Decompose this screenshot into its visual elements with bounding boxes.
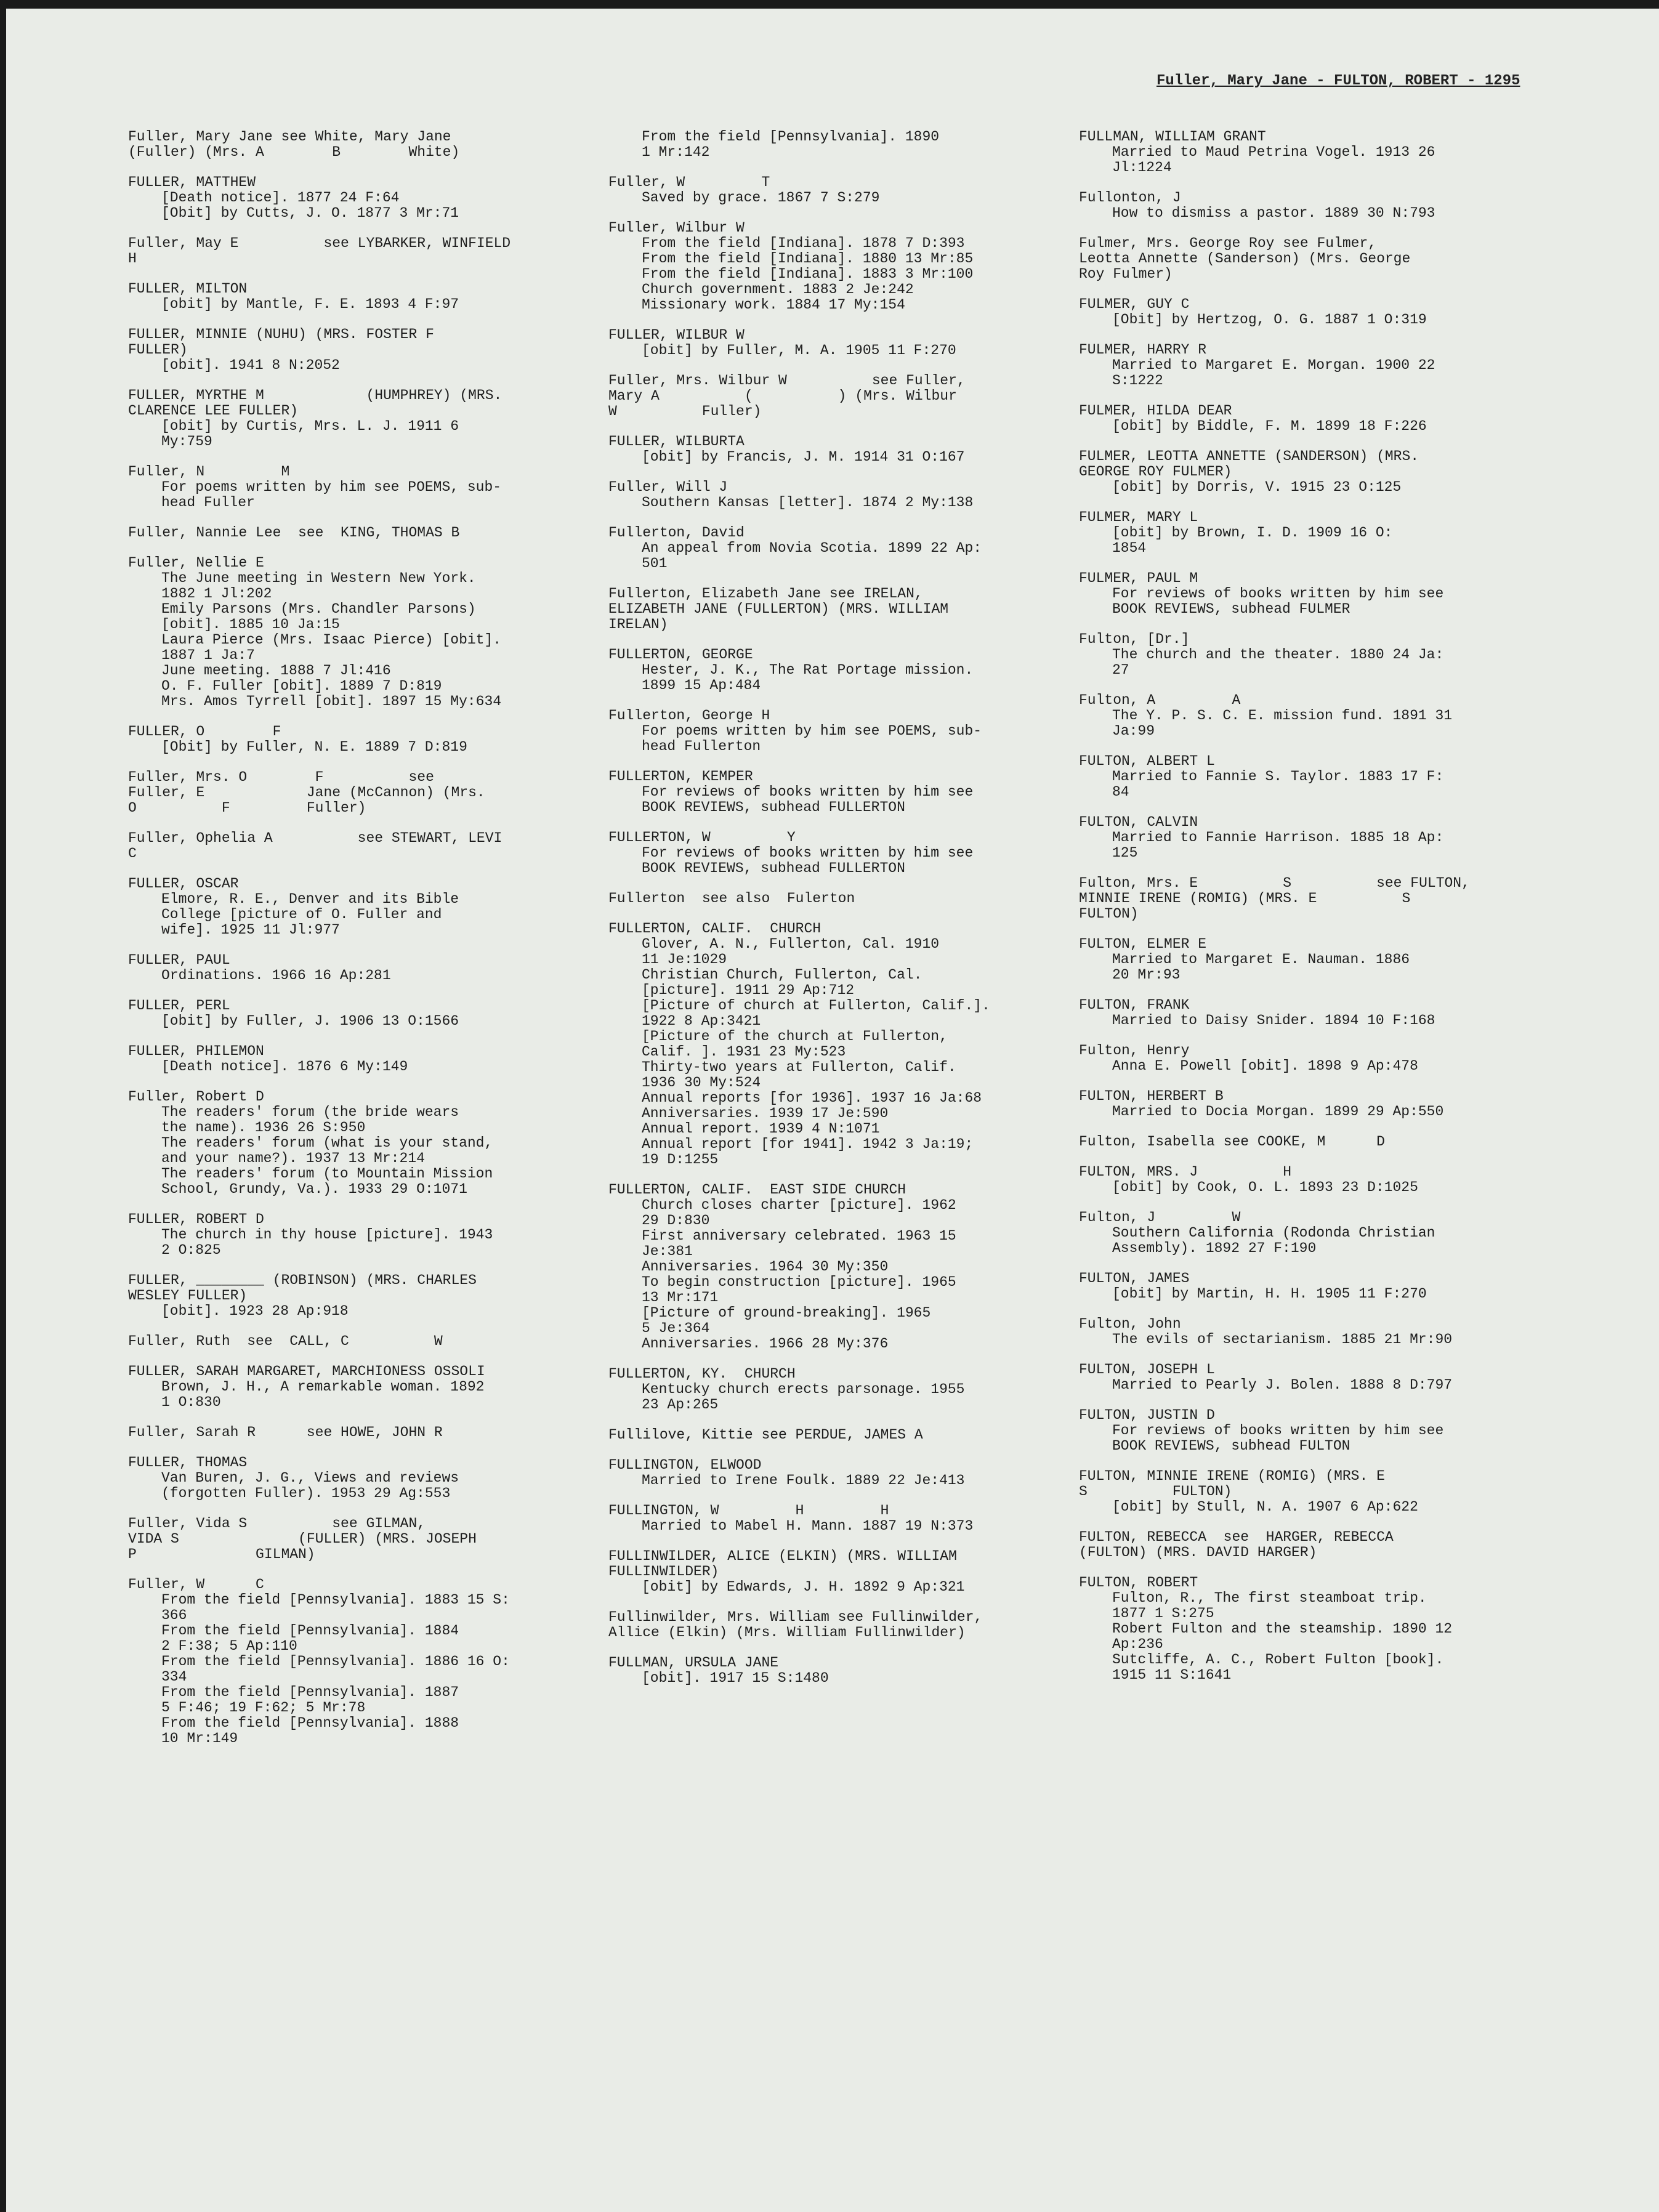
index-entry <box>608 1503 1095 1534</box>
index-entry <box>608 1610 1095 1641</box>
entry-citation: From the field [Pennsylvania]. 1883 15 S: 366 <box>161 1592 510 1623</box>
entry-heading: FULLINGTON, ELWOOD <box>608 1457 762 1473</box>
entry-heading: Fulton, Mrs. E S see FULTON, MINNIE IRENE (ROMIG) (MRS. E S FULTON) <box>1079 875 1470 922</box>
index-entry <box>608 175 1095 206</box>
entry-heading: FULLERTON, GEORGE <box>608 647 753 663</box>
index-entry <box>128 770 615 816</box>
entry-citation: [obit] by Stull, N. A. 1907 6 Ap:622 <box>1112 1499 1418 1515</box>
entry-citation: [Obit] by Hertzog, O. G. 1887 1 O:319 <box>1112 312 1427 328</box>
entry-heading: FULLINWILDER, ALICE (ELKIN) (MRS. WILLIAM FULLINWILDER) <box>608 1548 957 1580</box>
entry-heading: Fuller, May E see LYBARKER, WINFIELD H <box>128 235 511 267</box>
index-entry <box>608 891 1095 906</box>
entry-heading: FULLERTON, CALIF. EAST SIDE CHURCH <box>608 1182 906 1198</box>
entry-heading: FULLER, SARAH MARGARET, MARCHIONESS OSSOLI <box>128 1363 485 1379</box>
index-entry <box>608 328 1095 358</box>
index-entry <box>128 1425 615 1440</box>
entry-heading: FULLER, OSCAR <box>128 876 239 892</box>
index-entry <box>1079 754 1565 800</box>
entry-citation: Christian Church, Fullerton, Cal. [picture]. 1911 29 Ap:712 <box>642 967 922 998</box>
index-entry <box>128 464 615 511</box>
entry-citation: [Death notice]. 1876 6 My:149 <box>161 1059 408 1075</box>
index-entry <box>128 1044 615 1075</box>
entry-citation: [obit] by Fuller, J. 1906 13 O:1566 <box>161 1013 459 1029</box>
entry-citation: First anniversary celebrated. 1963 15 Je:381 <box>642 1228 956 1259</box>
entry-heading: Fuller, Ruth see CALL, C W <box>128 1333 443 1349</box>
index-entry <box>128 1212 615 1258</box>
entry-heading: FULLMAN, WILLIAM GRANT <box>1079 129 1266 145</box>
index-entry <box>128 998 615 1029</box>
entry-heading: FULLER, MINNIE (NUHU) (MRS. FOSTER F FULLER) <box>128 326 434 358</box>
index-entry <box>128 953 615 983</box>
entry-heading: Fulton, A A <box>1079 692 1241 708</box>
entry-heading: FULLERTON, KEMPER <box>608 769 753 785</box>
entry-heading: Fullerton see also Fulerton <box>608 890 855 906</box>
entry-citation: [Picture of church at Fullerton, Calif.]. 1922 8 Ap:3421 <box>642 998 990 1029</box>
index-entry <box>128 831 615 862</box>
entry-heading: Fuller, W T <box>608 174 770 190</box>
entry-citation: The church in thy house [picture]. 1943 2 O:825 <box>161 1227 493 1258</box>
index-entry <box>1079 297 1565 328</box>
column-1 <box>128 129 615 1761</box>
entry-heading: FULLER, O F <box>128 724 281 740</box>
entry-citation: The Y. P. S. C. E. mission fund. 1891 31 Ja:99 <box>1112 708 1453 739</box>
entry-heading: Fullonton, J <box>1079 190 1181 206</box>
entry-heading: FULTON, ALBERT L <box>1079 753 1215 769</box>
entry-citation: From the field [Indiana]. 1880 13 Mr:85 <box>642 251 974 267</box>
index-entry <box>1079 1271 1565 1302</box>
entry-citation: [obit] by Fuller, M. A. 1905 11 F:270 <box>642 342 956 358</box>
entry-heading: Fuller, Nannie Lee see KING, THOMAS B <box>128 525 460 541</box>
entry-citation: [obit]. 1941 8 N:2052 <box>161 357 340 373</box>
index-entry <box>1079 1469 1565 1515</box>
entry-citation: Thirty-two years at Fullerton, Calif. 1936 30 My:524 <box>642 1059 956 1091</box>
entry-citation: For reviews of books written by him see BOOK REVIEWS, subhead FULTON <box>1112 1423 1444 1454</box>
entry-heading: Fullerton, David <box>608 525 745 541</box>
index-entry <box>128 724 615 755</box>
index-entry <box>1079 1210 1565 1256</box>
entry-heading: Fulton, Henry <box>1079 1043 1190 1059</box>
entry-heading: FULTON, MINNIE IRENE (ROMIG) (MRS. E S FULTON) <box>1079 1468 1385 1500</box>
entry-citation: [obit] by Cook, O. L. 1893 23 D:1025 <box>1112 1179 1418 1195</box>
entry-heading: FULLER, WILBURTA <box>608 434 745 450</box>
entry-citation: [Picture of ground-breaking]. 1965 5 Je:364 <box>642 1305 931 1336</box>
entry-heading: Fullilove, Kittie see PERDUE, JAMES A <box>608 1427 923 1443</box>
entry-heading: FULLER, THOMAS <box>128 1455 248 1471</box>
entry-heading: FULLINGTON, W H H <box>608 1503 889 1519</box>
entry-citation: Married to Fannie Harrison. 1885 18 Ap: 125 <box>1112 830 1444 861</box>
index-entry <box>1079 1317 1565 1347</box>
index-entry <box>128 129 615 160</box>
entry-citation: [obit] by Francis, J. M. 1914 31 O:167 <box>642 449 965 465</box>
entry-heading: FULTON, JUSTIN D <box>1079 1407 1215 1423</box>
index-entry <box>128 1089 615 1197</box>
entry-heading: FULLERTON, CALIF. CHURCH <box>608 921 821 937</box>
index-entry <box>1079 1134 1565 1150</box>
entry-citation: [obit]. 1917 15 S:1480 <box>642 1670 829 1686</box>
index-entry <box>1079 937 1565 983</box>
entry-citation: Elmore, R. E., Denver and its Bible College [picture of O. Fuller and wife]. 1925 11 Jl:977 <box>161 891 459 938</box>
entry-citation: For poems written by him see POEMS, sub- head Fuller <box>161 479 502 511</box>
entry-heading: FULTON, JAMES <box>1079 1270 1190 1286</box>
entry-citation: For reviews of books written by him see BOOK REVIEWS, subhead FULLERTON <box>642 784 974 815</box>
entry-citation: [obit] by Edwards, J. H. 1892 9 Ap:321 <box>642 1579 965 1595</box>
entry-heading: FULLER, WILBUR W <box>608 327 745 343</box>
entry-citation: Emily Parsons (Mrs. Chandler Parsons) [obit]. 1885 10 Ja:15 <box>161 601 476 632</box>
entry-citation: An appeal from Novia Scotia. 1899 22 Ap: 501 <box>642 540 982 571</box>
entry-heading: FULLER, PAUL <box>128 952 230 968</box>
entry-citation: Married to Margaret E. Nauman. 1886 20 Mr:93 <box>1112 951 1410 983</box>
index-entry <box>1079 129 1565 176</box>
entry-citation: Married to Mabel H. Mann. 1887 19 N:373 <box>642 1518 974 1534</box>
index-entry <box>128 236 615 267</box>
entry-heading: Fuller, Vida S see GILMAN, VIDA S (FULLER) (MRS. JOSEPH P GILMAN) <box>128 1516 477 1562</box>
entry-citation: Anniversaries. 1964 30 My:350 <box>642 1259 889 1275</box>
index-entry <box>128 327 615 373</box>
index-entry <box>128 388 615 450</box>
entry-citation: Missionary work. 1884 17 My:154 <box>642 297 905 313</box>
entry-heading: FULTON, ROBERT <box>1079 1575 1198 1591</box>
entry-citation: The readers' forum (the bride wears the name). 1936 26 S:950 <box>161 1104 459 1136</box>
index-entry <box>608 434 1095 465</box>
entry-heading: Fuller, Wilbur W <box>608 220 745 236</box>
entry-citation: Annual reports [for 1936]. 1937 16 Ja:68 <box>642 1090 982 1106</box>
index-entry <box>1079 510 1565 556</box>
entry-citation: [obit]. 1923 28 Ap:918 <box>161 1303 349 1319</box>
entry-heading: Fuller, Sarah R see HOWE, JOHN R <box>128 1424 443 1440</box>
entry-citation: Kentucky church erects parsonage. 1955 23 Ap:265 <box>642 1381 965 1413</box>
entry-citation: Ordinations. 1966 16 Ap:281 <box>161 967 391 983</box>
entry-heading: FULLERTON, KY. CHURCH <box>608 1366 796 1382</box>
entry-heading: FULMER, HILDA DEAR <box>1079 403 1232 419</box>
index-entry <box>1079 1362 1565 1393</box>
entry-citation: [Death notice]. 1877 24 F:64 <box>161 190 400 206</box>
entry-citation: [obit] by Biddle, F. M. 1899 18 F:226 <box>1112 418 1427 434</box>
index-entry <box>608 373 1095 419</box>
entry-heading: FULTON, JOSEPH L <box>1079 1362 1215 1378</box>
entry-heading: Fulton, Isabella see COOKE, M D <box>1079 1134 1385 1150</box>
entry-citation: Married to Docia Morgan. 1899 29 Ap:550 <box>1112 1104 1444 1120</box>
entry-citation: Anna E. Powell [obit]. 1898 9 Ap:478 <box>1112 1058 1418 1074</box>
entry-heading: FULTON, HERBERT B <box>1079 1088 1224 1104</box>
entry-citation: Mrs. Amos Tyrrell [obit]. 1897 15 My:634 <box>161 693 502 709</box>
entry-citation: Anniversaries. 1939 17 Je:590 <box>642 1105 889 1121</box>
index-entry <box>608 830 1095 876</box>
index-entry <box>608 129 1095 160</box>
index-entry <box>608 525 1095 571</box>
entry-citation: Sutcliffe, A. C., Robert Fulton [book]. 1915 11 S:1641 <box>1112 1652 1444 1683</box>
entry-citation: [obit] by Curtis, Mrs. L. J. 1911 6 My:759 <box>161 418 459 450</box>
entry-citation: To begin construction [picture]. 1965 13 Mr:171 <box>642 1274 956 1306</box>
entry-heading: Fuller, Mary Jane see White, Mary Jane (Fuller) (Mrs. A B White) <box>128 129 460 160</box>
index-entry <box>128 876 615 938</box>
entry-citation: [obit] by Mantle, F. E. 1893 4 F:97 <box>161 296 459 312</box>
entry-citation: The church and the theater. 1880 24 Ja: 27 <box>1112 647 1444 678</box>
entry-heading: Fullerton, George H <box>608 708 770 724</box>
entry-citation: From the field [Pennsylvania]. 1887 5 F:46; 19 F:62; 5 Mr:78 <box>161 1684 459 1716</box>
entry-heading: FULLER, PERL <box>128 998 230 1014</box>
entry-citation: Southern Kansas [letter]. 1874 2 My:138 <box>642 494 974 511</box>
index-entry <box>1079 1089 1565 1120</box>
index-page <box>6 9 1659 2212</box>
entry-citation: From the field [Pennsylvania]. 1886 16 O: 334 <box>161 1653 510 1685</box>
index-entry <box>608 708 1095 754</box>
entry-heading: FULMER, MARY L <box>1079 509 1198 525</box>
column-3 <box>1079 129 1565 1698</box>
index-entry <box>1079 403 1565 434</box>
entry-citation: The readers' forum (what is your stand, and your name?). 1937 13 Mr:214 <box>161 1135 493 1166</box>
entry-heading: Fullerton, Elizabeth Jane see IRELAN, ELIZABETH JANE (FULLERTON) (MRS. WILLIAM IRELAN) <box>608 586 949 632</box>
entry-heading: Fullinwilder, Mrs. William see Fullinwilder, Allice (Elkin) (Mrs. William Fullinwilder) <box>608 1609 983 1641</box>
entry-citation: Glover, A. N., Fullerton, Cal. 1910 11 Je:1029 <box>642 936 940 967</box>
index-entry <box>1079 571 1565 617</box>
index-entry <box>128 281 615 312</box>
index-entry <box>128 525 615 541</box>
index-entry <box>608 769 1095 815</box>
index-entry <box>1079 1530 1565 1560</box>
entry-citation: Anniversaries. 1966 28 My:376 <box>642 1336 889 1352</box>
entry-heading: Fulton, [Dr.] <box>1079 631 1190 647</box>
index-entry <box>128 1334 615 1349</box>
index-entry <box>608 220 1095 313</box>
entry-citation: Van Buren, J. G., Views and reviews (forgotten Fuller). 1953 29 Ag:553 <box>161 1470 459 1501</box>
index-entry <box>608 1427 1095 1443</box>
entry-citation: [Obit] by Cutts, J. O. 1877 3 Mr:71 <box>161 205 459 221</box>
entry-citation: O. F. Fuller [obit]. 1889 7 D:819 <box>161 678 442 694</box>
entry-citation: [obit] by Martin, H. H. 1905 11 F:270 <box>1112 1286 1427 1302</box>
index-entry <box>608 586 1095 632</box>
index-entry <box>608 1366 1095 1413</box>
entry-citation: For poems written by him see POEMS, sub- head Fullerton <box>642 723 982 754</box>
entry-heading: FULLMAN, URSULA JANE <box>608 1655 779 1671</box>
index-entry <box>608 1655 1095 1686</box>
entry-heading: Fulton, John <box>1079 1316 1181 1332</box>
entry-citation: [Picture of the church at Fullerton, Calif. ]. 1931 23 My:523 <box>642 1028 948 1060</box>
entry-heading: Fuller, Will J <box>608 479 728 495</box>
index-entry <box>1079 1165 1565 1195</box>
entry-citation: [obit] by Dorris, V. 1915 23 O:125 <box>1112 479 1402 495</box>
entry-citation: For reviews of books written by him see BOOK REVIEWS, subhead FULLERTON <box>642 845 974 876</box>
entry-citation: The evils of sectarianism. 1885 21 Mr:90 <box>1112 1331 1453 1347</box>
entry-citation: The June meeting in Western New York. 1882 1 Jl:202 <box>161 570 476 602</box>
index-entry <box>608 921 1095 1168</box>
entry-heading: FULLER, PHILEMON <box>128 1043 264 1059</box>
entry-citation: June meeting. 1888 7 Jl:416 <box>161 663 391 679</box>
running-header: Fuller, Mary Jane - FULTON, ROBERT - 1295 <box>1156 73 1520 89</box>
index-entry <box>608 647 1095 693</box>
entry-heading: FULMER, PAUL M <box>1079 570 1198 586</box>
entry-citation: Married to Fannie S. Taylor. 1883 17 F: 84 <box>1112 769 1444 800</box>
index-entry <box>608 1458 1095 1488</box>
entry-heading: FULLER, ________ (ROBINSON) (MRS. CHARLES WESLEY FULLER) <box>128 1272 477 1304</box>
entry-heading: Fuller, W C <box>128 1576 264 1592</box>
index-entry <box>1079 190 1565 221</box>
index-entry <box>128 555 615 709</box>
entry-citation: How to dismiss a pastor. 1889 30 N:793 <box>1112 205 1435 221</box>
index-entry <box>1079 693 1565 739</box>
entry-citation: Annual report [for 1941]. 1942 3 Ja:19; 19 D:1255 <box>642 1136 974 1168</box>
entry-heading: FULLER, MILTON <box>128 281 248 297</box>
entry-citation: Laura Pierce (Mrs. Isaac Pierce) [obit]. 1887 1 Ja:7 <box>161 632 502 663</box>
entry-heading: Fuller, Nellie E <box>128 555 264 571</box>
entry-citation: Brown, J. H., A remarkable woman. 1892 1 O:830 <box>161 1379 485 1410</box>
index-entry <box>128 1516 615 1562</box>
entry-citation: From the field [Pennsylvania]. 1884 2 F:38; 5 Ap:110 <box>161 1623 459 1654</box>
entry-heading: FULTON, FRANK <box>1079 997 1190 1013</box>
index-entry <box>128 175 615 221</box>
entry-citation: Married to Margaret E. Morgan. 1900 22 S:1222 <box>1112 357 1435 389</box>
index-entry <box>1079 236 1565 282</box>
entry-heading: Fuller, Robert D <box>128 1089 264 1105</box>
entry-citation: Saved by grace. 1867 7 S:279 <box>642 190 880 206</box>
index-entry <box>1079 1408 1565 1454</box>
index-entry <box>128 1577 615 1746</box>
entry-citation: [Obit] by Fuller, N. E. 1889 7 D:819 <box>161 739 467 755</box>
entry-heading: FULLER, MYRTHE M (HUMPHREY) (MRS. CLARENCE LEE FULLER) <box>128 387 503 419</box>
entry-citation: Southern California (Rodonda Christian Assembly). 1892 27 F:190 <box>1112 1225 1435 1256</box>
index-entry <box>128 1364 615 1410</box>
entry-heading: Fuller, Ophelia A see STEWART, LEVI C <box>128 830 503 862</box>
index-entry <box>1079 449 1565 495</box>
index-entry <box>128 1273 615 1319</box>
entry-heading: FULMER, HARRY R <box>1079 342 1207 358</box>
entry-heading: FULLER, MATTHEW <box>128 174 256 190</box>
index-entry <box>1079 815 1565 861</box>
entry-heading: FULMER, GUY C <box>1079 296 1190 312</box>
entry-heading: FULTON, MRS. J H <box>1079 1164 1292 1180</box>
index-entry <box>608 480 1095 511</box>
entry-citation: From the field [Pennsylvania]. 1890 1 Mr:142 <box>642 129 940 160</box>
index-entry <box>1079 632 1565 678</box>
column-2 <box>608 129 1095 1701</box>
entry-heading: FULTON, CALVIN <box>1079 814 1198 830</box>
index-entry <box>608 1549 1095 1595</box>
entry-citation: For reviews of books written by him see BOOK REVIEWS, subhead FULMER <box>1112 586 1444 617</box>
entry-citation: Church closes charter [picture]. 1962 29 D:830 <box>642 1197 956 1229</box>
entry-citation: Married to Irene Foulk. 1889 22 Je:413 <box>642 1472 965 1488</box>
entry-heading: Fuller, N M <box>128 464 290 480</box>
entry-citation: From the field [Indiana]. 1883 3 Mr:100 <box>642 266 974 282</box>
entry-heading: FULTON, REBECCA see HARGER, REBECCA (FULTON) (MRS. DAVID HARGER) <box>1079 1529 1394 1560</box>
entry-heading: Fulton, J W <box>1079 1209 1241 1225</box>
entry-heading: FULLER, ROBERT D <box>128 1211 264 1227</box>
entry-heading: Fuller, Mrs. O F see Fuller, E Jane (McCannon) (Mrs. O F Fuller) <box>128 769 485 816</box>
entry-heading: FULLERTON, W Y <box>608 830 796 846</box>
index-entry <box>608 1182 1095 1352</box>
entry-heading: Fuller, Mrs. Wilbur W see Fuller, Mary A ( ) (Mrs. Wilbur W Fuller) <box>608 373 966 419</box>
entry-citation: Married to Daisy Snider. 1894 10 F:168 <box>1112 1012 1435 1028</box>
entry-heading: Fulmer, Mrs. George Roy see Fulmer, Leotta Annette (Sanderson) (Mrs. George Roy Fulmer) <box>1079 235 1411 282</box>
index-entry <box>128 1455 615 1501</box>
entry-heading: FULMER, LEOTTA ANNETTE (SANDERSON) (MRS. GEORGE ROY FULMER) <box>1079 448 1419 480</box>
entry-citation: Annual report. 1939 4 N:1071 <box>642 1121 880 1137</box>
index-entry <box>1079 342 1565 389</box>
entry-heading: FULTON, ELMER E <box>1079 936 1207 952</box>
entry-citation: Fulton, R., The first steamboat trip. 1877 1 S:275 <box>1112 1590 1427 1621</box>
index-entry <box>1079 1043 1565 1074</box>
entry-citation: Married to Pearly J. Bolen. 1888 8 D:797 <box>1112 1377 1453 1393</box>
entry-citation: From the field [Indiana]. 1878 7 D:393 <box>642 235 965 251</box>
entry-citation: Robert Fulton and the steamship. 1890 12 Ap:236 <box>1112 1621 1453 1652</box>
entry-citation: Married to Maud Petrina Vogel. 1913 26 Jl:1224 <box>1112 144 1435 176</box>
index-entry <box>1079 1575 1565 1683</box>
index-entry <box>1079 998 1565 1028</box>
entry-citation: Church government. 1883 2 Je:242 <box>642 281 914 297</box>
entry-citation: [obit] by Brown, I. D. 1909 16 O: 1854 <box>1112 525 1393 556</box>
entry-citation: From the field [Pennsylvania]. 1888 10 Mr:149 <box>161 1715 459 1746</box>
entry-citation: The readers' forum (to Mountain Mission School, Grundy, Va.). 1933 29 O:1071 <box>161 1166 493 1197</box>
entry-citation: Hester, J. K., The Rat Portage mission. 1899 15 Ap:484 <box>642 662 974 693</box>
index-entry <box>1079 876 1565 922</box>
